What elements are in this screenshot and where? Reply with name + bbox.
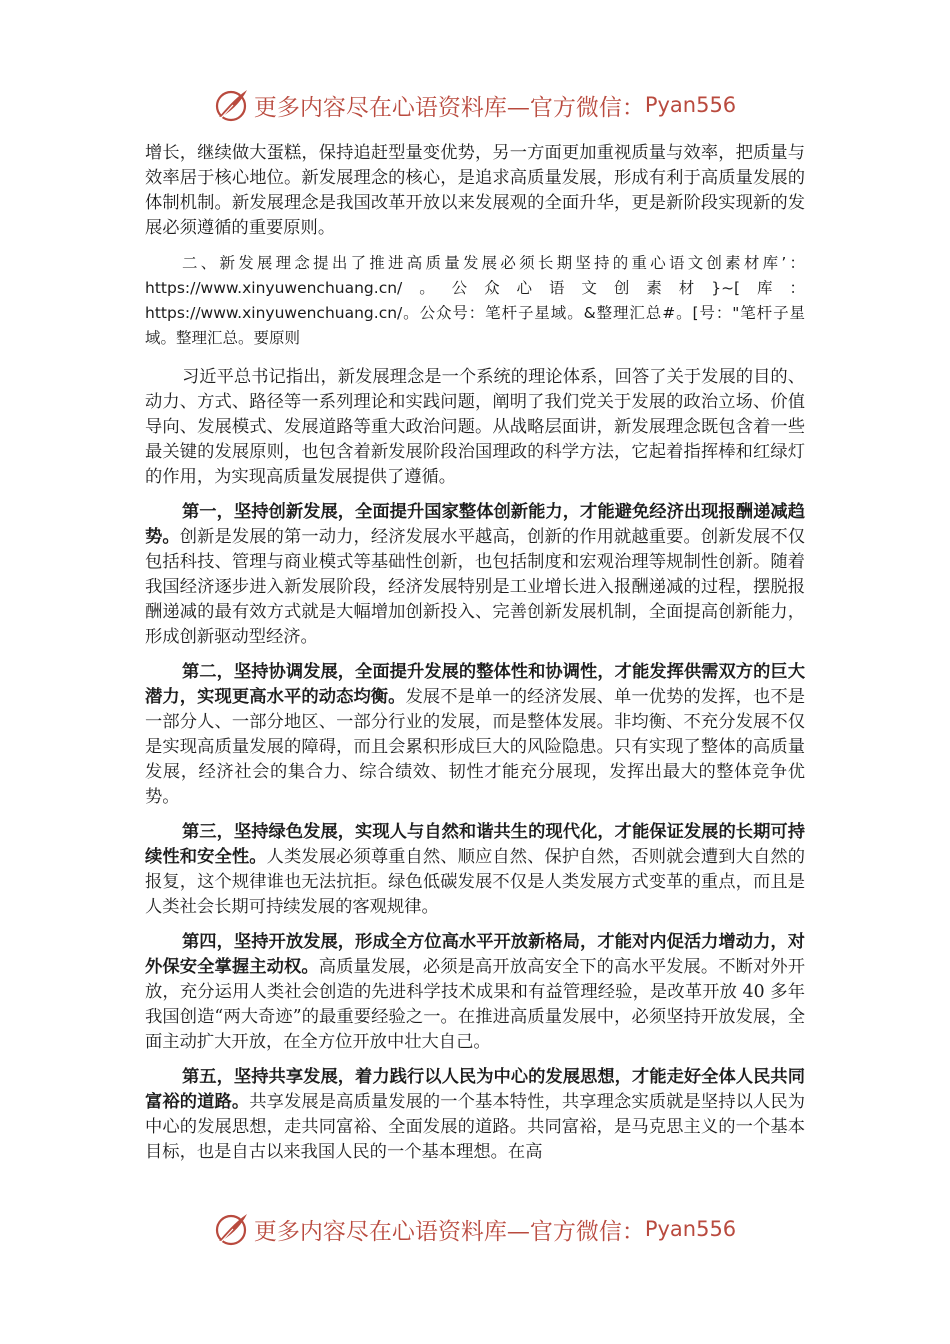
- paragraph-innovation: [145, 500, 805, 650]
- paragraph-openness-body: 高质量发展，必须是高开放高安全下的高水平发展。不断对外开放，充分运用人类社会创造的先进科学技术成果和有益管理经验，是改革开放 40 多年我国创造“两大奇迹”的最重要经验之一。在推进高质量发展中，必须坚持开放发展，全面主动扩大开放，在全方位开放中壮大自己。: [145, 957, 805, 1052]
- paragraph-openness-lead: 第四，坚持开放发展，形成全方位高水平开放新格局，才能对内促活力增动力，对外保安全掌握主动权。: [145, 932, 805, 977]
- paragraph-sharing-body: 共享发展是高质量发展的一个基本特性，共享理念实质就是坚持以人民为中心的发展思想，走共同富裕、全面发展的道路。共同富裕，是马克思主义的一个基本目标，也是自古以来我国人民的一个基本理想。在高: [145, 1092, 805, 1162]
- quill-logo-icon: [214, 87, 250, 123]
- header-wechat-id: Pyan556: [644, 93, 737, 117]
- footer-banner-text: 更多内容尽在心语资料库—官方微信：: [253, 1218, 645, 1245]
- footer-banner[interactable]: [0, 1207, 950, 1251]
- article-body: [145, 141, 805, 1175]
- paragraph-continuation: 增长，继续做大蛋糕，保持追赶型量变优势，另一方面更加重视质量与效率，把质量与效率居于核心地位。新发展理念的核心，是追求高质量发展，形成有利于高质量发展的体制机制。新发展理念是我国改革开放以来发展观的全面升华，更是新阶段实现新的发展必须遵循的重要原则。: [145, 143, 805, 238]
- paragraph-openness: [145, 930, 805, 1055]
- paragraph-green: [145, 820, 805, 920]
- paragraph-intro: 习近平总书记指出，新发展理念是一个系统的理论体系，回答了关于发展的目的、动力、方式、路径等一系列理论和实践问题，阐明了我们党关于发展的政治立场、价值导向、发展模式、发展道路等重大政治问题。从战略层面讲，新发展理念既包含着一些最关键的发展原则，也包含着新发展阶段治国理政的科学方法，它起着指挥棒和红绿灯的作用，为实现高质量发展提供了遵循。: [145, 367, 805, 487]
- paragraph-coordination-body: 发展不是单一的经济发展、单一优势的发挥，也不是一部分人、一部分地区、一部分行业的发展，而是整体发展。非均衡、不充分发展不仅是实现高质量发展的障碍，而且会累积形成巨大的风险隐患。只有实现了整体的高质量发展，经济社会的集合力、综合绩效、韧性才能充分展现，发挥出最大的整体竞争优势。: [145, 687, 805, 807]
- header-banner[interactable]: [0, 83, 950, 127]
- paragraph-innovation-body: 创新是发展的第一动力，经济发展水平越高，创新的作用就越重要。创新发展不仅包括科技、管理与商业模式等基础性创新，也包括制度和宏观治理等规制性创新。随着我国经济逐步进入新发展阶段，经济发展特别是工业增长进入报酬递减的过程，摆脱报酬递减的最有效方式就是大幅增加创新投入、完善创新发展机制，全面提高创新能力，形成创新驱动型经济。: [145, 527, 805, 647]
- paragraph-green-body: 人类发展必须尊重自然、顺应自然、保护自然，否则就会遭到大自然的报复，这个规律谁也无法抗拒。绿色低碳发展不仅是人类发展方式变革的重点，而且是人类社会长期可持续发展的客观规律。: [145, 847, 805, 917]
- quill-logo-icon: [214, 1211, 250, 1247]
- paragraph-coordination: [145, 660, 805, 810]
- paragraph-innovation-lead: 第一，坚持创新发展，全面提升国家整体创新能力，才能避免经济出现报酬递减趋势。: [145, 502, 805, 547]
- footer-wechat-id: Pyan556: [644, 1217, 737, 1241]
- paragraph-green-lead: 第三，坚持绿色发展，实现人与自然和谐共生的现代化，才能保证发展的长期可持续性和安全性。: [145, 822, 805, 867]
- paragraph-sharing-lead: 第五，坚持共享发展，着力践行以人民为中心的发展思想，才能走好全体人民共同富裕的道路。: [145, 1067, 805, 1112]
- section-heading-with-source: 二、新发展理念提出了推进高质量发展必须长期坚持的重心语文创素材库’：https://www.xinyuwenchuang.cn/。公众心语文创素材}~[库：https://www.xinyuwenchuang.cn/。公众号：笔杆子星域。&整理汇总#。[号："笔杆子星域。整理汇总。要原则: [145, 254, 805, 347]
- paragraph-coordination-lead: 第二，坚持协调发展，全面提升发展的整体性和协调性，才能发挥供需双方的巨大潜力，实现更高水平的动态均衡。: [145, 662, 805, 707]
- paragraph-sharing: [145, 1065, 805, 1165]
- header-banner-text: 更多内容尽在心语资料库—官方微信：: [253, 94, 645, 121]
